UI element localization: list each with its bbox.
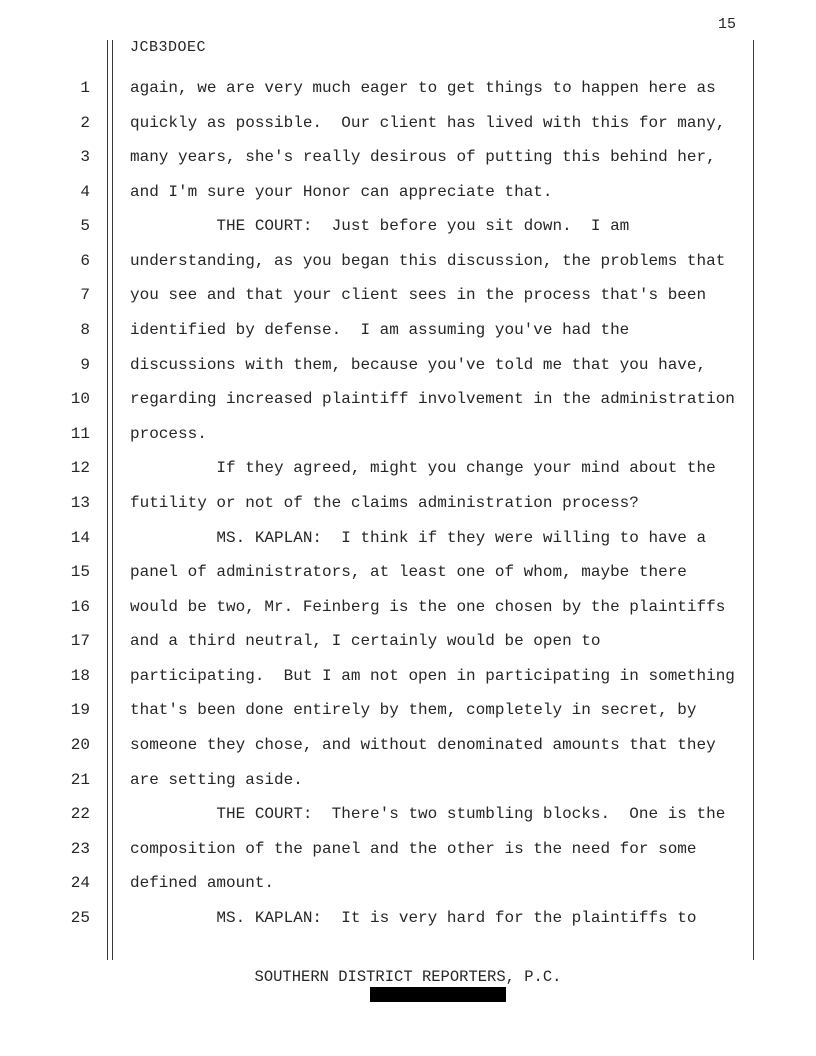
line-number: 10 [70, 390, 90, 409]
line-number: 18 [70, 666, 90, 685]
transcript-line [0, 71, 760, 106]
line-text: that's been done entirely by them, completely in secret, by [130, 701, 697, 720]
line-text: THE COURT: There's two stumbling blocks. One is the [130, 805, 726, 824]
line-number: 14 [70, 528, 90, 547]
line-text: are setting aside. [130, 770, 303, 789]
transcript-line [0, 763, 760, 798]
transcript-line [0, 244, 760, 279]
line-number: 16 [70, 597, 90, 616]
transcript-line [0, 417, 760, 452]
transcript-body [0, 71, 760, 935]
line-text: MS. KAPLAN: It is very hard for the plaintiffs to [130, 908, 697, 927]
line-text: futility or not of the claims administration process? [130, 493, 639, 512]
line-number: 22 [70, 805, 90, 824]
line-text: MS. KAPLAN: I think if they were willing to have a [130, 528, 707, 547]
transcript-line [0, 693, 760, 728]
line-text: someone they chose, and without denominated amounts that they [130, 735, 716, 754]
transcript-line [0, 451, 760, 486]
transcript-line [0, 901, 760, 936]
transcript-line [0, 106, 760, 141]
line-number: 25 [70, 908, 90, 927]
transcript-line [0, 797, 760, 832]
line-number: 13 [70, 493, 90, 512]
line-number: 4 [80, 182, 90, 201]
line-text: understanding, as you began this discussion, the problems that [130, 251, 726, 270]
line-number: 9 [80, 355, 90, 374]
line-text: you see and that your client sees in the process that's been [130, 286, 707, 305]
transcript-line [0, 555, 760, 590]
line-number: 7 [80, 286, 90, 305]
line-number: 21 [70, 770, 90, 789]
line-number: 15 [70, 563, 90, 582]
transcript-line [0, 590, 760, 625]
transcript-line [0, 140, 760, 175]
transcript-line [0, 624, 760, 659]
transcript-line [0, 313, 760, 348]
line-number: 1 [80, 79, 90, 97]
line-number: 17 [70, 632, 90, 651]
line-text: THE COURT: Just before you sit down. I am [130, 217, 630, 236]
line-text: regarding increased plaintiff involvement in the administration [130, 390, 735, 409]
line-number: 12 [70, 459, 90, 478]
line-text: composition of the panel and the other is the need for some [130, 839, 697, 858]
line-number: 23 [70, 839, 90, 858]
line-text: would be two, Mr. Feinberg is the one chosen by the plaintiffs [130, 597, 726, 616]
transcript-line [0, 348, 760, 383]
transcript-line [0, 832, 760, 867]
line-text: again, we are very much eager to get things to happen here as [130, 79, 716, 97]
transcript-line [0, 175, 760, 210]
redaction-bar [370, 987, 506, 1002]
line-text: participating. But I am not open in participating in something [130, 666, 735, 685]
transcript-line [0, 209, 760, 244]
line-text: identified by defense. I am assuming you've had the [130, 321, 630, 340]
transcript-line [0, 659, 760, 694]
line-text: and a third neutral, I certainly would be open to [130, 632, 601, 651]
line-text: many years, she's really desirous of putting this behind her, [130, 148, 716, 167]
line-number: 5 [80, 217, 90, 236]
line-number: 6 [80, 251, 90, 270]
line-text: If they agreed, might you change your mind about the [130, 459, 716, 478]
footer-text: SOUTHERN DISTRICT REPORTERS, P.C. [254, 968, 562, 986]
line-text: discussions with them, because you've told me that you have, [130, 355, 707, 374]
line-number: 8 [80, 321, 90, 340]
transcript-line [0, 728, 760, 763]
line-number: 3 [80, 148, 90, 167]
line-text: quickly as possible. Our client has lived with this for many, [130, 113, 726, 132]
line-number: 11 [70, 424, 90, 443]
line-text: panel of administrators, at least one of whom, maybe there [130, 563, 687, 582]
transcript-line [0, 866, 760, 901]
transcript-line [0, 382, 760, 417]
line-text: process. [130, 424, 207, 443]
transcript-line [0, 278, 760, 313]
page-number: 15 [718, 16, 737, 33]
line-text: and I'm sure your Honor can appreciate that. [130, 182, 553, 201]
line-number: 24 [70, 874, 90, 893]
line-number: 20 [70, 735, 90, 754]
line-number: 19 [70, 701, 90, 720]
transcript-line [0, 486, 760, 521]
line-text: defined amount. [130, 874, 275, 893]
header-code: JCB3DOEC [130, 39, 207, 56]
transcript-line [0, 521, 760, 556]
line-number: 2 [80, 113, 90, 132]
